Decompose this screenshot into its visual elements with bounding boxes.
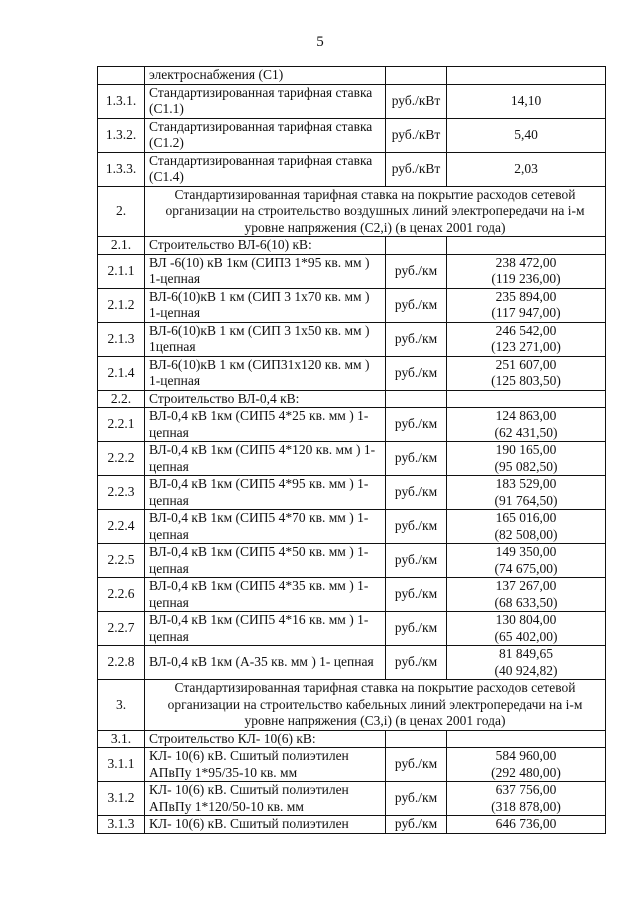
- section-row: [98, 186, 606, 237]
- unit-cell: руб./кВт: [386, 118, 447, 152]
- item-name: Стандартизированная тарифная ставка (С1.1): [145, 84, 386, 118]
- value-main: 235 894,00: [495, 288, 557, 304]
- item-name: КЛ- 10(6) кВ. Сшитый полиэтилен АПвПу 1*120/50-10 кв. мм: [145, 782, 386, 816]
- unit-cell: руб./км: [386, 748, 447, 782]
- row-number: 2.2.5: [98, 544, 145, 578]
- row-number: 2.2.4: [98, 510, 145, 544]
- row-number: 1.3.1.: [98, 84, 145, 118]
- value-cell: [447, 237, 606, 255]
- unit-cell: [386, 237, 447, 255]
- item-name: ВЛ-0,4 кВ 1км (А-35 кв. мм ) 1- цепная: [145, 646, 386, 680]
- page-number: 5: [316, 34, 324, 50]
- row-number: 3.1.2: [98, 782, 145, 816]
- value-cell: [447, 476, 606, 510]
- value-main: 137 267,00: [495, 578, 557, 593]
- unit-cell: руб./км: [386, 612, 447, 646]
- table-row: [98, 84, 606, 118]
- row-number: 2.1.2: [98, 288, 145, 322]
- value-main: 584 960,00: [495, 748, 557, 763]
- item-name: Строительство ВЛ-0,4 кВ:: [145, 390, 386, 408]
- row-number: 2.2.2: [98, 442, 145, 476]
- value-main: 183 529,00: [495, 476, 557, 491]
- table-row: [98, 748, 606, 782]
- value-secondary: (318 878,00): [491, 798, 561, 814]
- unit-cell: [386, 390, 447, 408]
- value-cell: [447, 152, 606, 186]
- item-name: ВЛ-0,4 кВ 1км (СИП5 4*95 кв. мм ) 1- цепная: [145, 476, 386, 510]
- row-number: 1.3.2.: [98, 118, 145, 152]
- section-row: [98, 680, 606, 731]
- unit-cell: руб./км: [386, 442, 447, 476]
- row-number: 3.: [98, 680, 145, 731]
- row-number: 3.1.3: [98, 816, 145, 834]
- value-main: 81 849,65: [499, 646, 553, 661]
- table-row: [98, 322, 606, 356]
- table-row: [98, 578, 606, 612]
- item-name: ВЛ-0,4 кВ 1км (СИП5 4*25 кв. мм ) 1- цепная: [145, 408, 386, 442]
- item-name: ВЛ-0,4 кВ 1км (СИП5 4*50 кв. мм ) 1- цепная: [145, 544, 386, 578]
- value-main: 190 165,00: [495, 442, 557, 457]
- value-secondary: (40 924,82): [494, 662, 558, 678]
- item-name: КЛ- 10(6) кВ. Сшитый полиэтилен АПвПу 1*95/35-10 кв. мм: [145, 748, 386, 782]
- value-main: 246 542,00: [495, 322, 557, 338]
- table-row: [98, 612, 606, 646]
- table-row: [98, 118, 606, 152]
- row-number: 2.: [98, 186, 145, 237]
- item-name: КЛ- 10(6) кВ. Сшитый полиэтилен: [145, 816, 386, 834]
- table-row: [98, 356, 606, 390]
- value-secondary: (91 764,50): [494, 492, 558, 508]
- section-title: Стандартизированная тарифная ставка на покрытие расходов сетевой организации на строительство кабельных линий электропередачи на i-м уровне напряжения (С3,i) (в ценах 2001 года): [145, 680, 606, 731]
- item-name: Строительство ВЛ-6(10) кВ:: [145, 237, 386, 255]
- unit-cell: [386, 730, 447, 748]
- unit-cell: руб./км: [386, 356, 447, 390]
- value-secondary: (95 082,50): [494, 458, 558, 474]
- unit-cell: руб./км: [386, 816, 447, 834]
- item-name: ВЛ-0,4 кВ 1км (СИП5 4*16 кв. мм ) 1- цепная: [145, 612, 386, 646]
- unit-cell: руб./км: [386, 510, 447, 544]
- value-cell: [447, 118, 606, 152]
- value-secondary: (65 402,00): [494, 628, 558, 644]
- table-row: [98, 152, 606, 186]
- table-row: [98, 390, 606, 408]
- item-name: ВЛ-6(10)кВ 1 км (СИП 3 1х70 кв. мм ) 1-цепная: [145, 288, 386, 322]
- table-row: [98, 646, 606, 680]
- item-name: Строительство КЛ- 10(6) кВ:: [145, 730, 386, 748]
- table-row: [98, 782, 606, 816]
- unit-cell: [386, 67, 447, 85]
- row-number: 2.1.1: [98, 254, 145, 288]
- value-cell: [447, 254, 606, 288]
- value-cell: [447, 782, 606, 816]
- table-row: [98, 237, 606, 255]
- unit-cell: руб./км: [386, 408, 447, 442]
- value-cell: [447, 390, 606, 408]
- value-secondary: (292 480,00): [491, 764, 561, 780]
- item-name: ВЛ-0,4 кВ 1км (СИП5 4*35 кв. мм ) 1- цепная: [145, 578, 386, 612]
- item-name: ВЛ-0,4 кВ 1км (СИП5 4*120 кв. мм ) 1- цепная: [145, 442, 386, 476]
- value-cell: [447, 730, 606, 748]
- value-secondary: (82 508,00): [494, 526, 558, 542]
- item-name: ВЛ-0,4 кВ 1км (СИП5 4*70 кв. мм ) 1- цепная: [145, 510, 386, 544]
- row-number: 2.2.7: [98, 612, 145, 646]
- value-cell: [447, 67, 606, 85]
- table-row: [98, 544, 606, 578]
- item-name: ВЛ -6(10) кВ 1км (СИП3 1*95 кв. мм ) 1-цепная: [145, 254, 386, 288]
- table-row: [98, 476, 606, 510]
- value-main: 238 472,00: [495, 254, 557, 270]
- value-main: 5,40: [514, 126, 538, 142]
- value-secondary: (123 271,00): [491, 339, 561, 354]
- unit-cell: руб./км: [386, 646, 447, 680]
- row-number: 2.2.6: [98, 578, 145, 612]
- item-name: Стандартизированная тарифная ставка (С1.4): [145, 152, 386, 186]
- value-main: 149 350,00: [495, 544, 557, 559]
- value-cell: [447, 816, 606, 834]
- item-name: ВЛ-6(10)кВ 1 км (СИП31х120 кв. мм ) 1-цепная: [145, 356, 386, 390]
- row-number: 2.1.3: [98, 322, 145, 356]
- table-row: [98, 288, 606, 322]
- tariff-table: [97, 66, 606, 834]
- value-secondary: (74 675,00): [494, 560, 558, 576]
- table-row: [98, 510, 606, 544]
- value-secondary: (125 803,50): [491, 373, 561, 388]
- unit-cell: руб./км: [386, 578, 447, 612]
- value-cell: [447, 544, 606, 578]
- value-cell: [447, 442, 606, 476]
- value-cell: [447, 356, 606, 390]
- tariff-table-body: [98, 67, 606, 834]
- table-row: [98, 442, 606, 476]
- unit-cell: руб./км: [386, 476, 447, 510]
- row-number: 2.2.1: [98, 408, 145, 442]
- value-main: 637 756,00: [495, 782, 557, 797]
- value-secondary: (62 431,50): [494, 424, 558, 440]
- value-cell: [447, 288, 606, 322]
- row-number: [98, 67, 145, 85]
- unit-cell: руб./км: [386, 782, 447, 816]
- value-main: 124 863,00: [495, 408, 557, 423]
- value-cell: [447, 322, 606, 356]
- value-cell: [447, 408, 606, 442]
- table-row: [98, 730, 606, 748]
- item-name: ВЛ-6(10)кВ 1 км (СИП 3 1х50 кв. мм ) 1цепная: [145, 322, 386, 356]
- value-cell: [447, 646, 606, 680]
- row-number: 3.1.: [98, 730, 145, 748]
- table-row: [98, 67, 606, 85]
- value-main: 2,03: [514, 160, 538, 176]
- unit-cell: руб./км: [386, 322, 447, 356]
- value-main: 130 804,00: [495, 612, 557, 627]
- table-row: [98, 816, 606, 834]
- unit-cell: руб./км: [386, 254, 447, 288]
- value-secondary: (117 947,00): [491, 305, 561, 320]
- row-number: 1.3.3.: [98, 152, 145, 186]
- value-main: 646 736,00: [495, 816, 557, 831]
- value-secondary: (68 633,50): [494, 594, 558, 610]
- table-row: [98, 254, 606, 288]
- value-cell: [447, 578, 606, 612]
- value-main: 14,10: [510, 92, 542, 108]
- value-cell: [447, 84, 606, 118]
- value-cell: [447, 612, 606, 646]
- value-cell: [447, 748, 606, 782]
- value-cell: [447, 510, 606, 544]
- row-number: 2.1.: [98, 237, 145, 255]
- row-number: 2.2.: [98, 390, 145, 408]
- row-number: 2.2.3: [98, 476, 145, 510]
- value-main: 165 016,00: [495, 510, 557, 525]
- value-main: 251 607,00: [495, 356, 557, 372]
- row-number: 3.1.1: [98, 748, 145, 782]
- item-name: электроснабжения (С1): [145, 67, 386, 85]
- value-secondary: (119 236,00): [491, 271, 561, 286]
- table-row: [98, 408, 606, 442]
- item-name: Стандартизированная тарифная ставка (С1.2): [145, 118, 386, 152]
- unit-cell: руб./кВт: [386, 84, 447, 118]
- unit-cell: руб./км: [386, 288, 447, 322]
- row-number: 2.1.4: [98, 356, 145, 390]
- section-title: Стандартизированная тарифная ставка на покрытие расходов сетевой организации на строительство воздушных линий электропередачи на i-м уровне напряжения (С2,i) (в ценах 2001 года): [145, 186, 606, 237]
- unit-cell: руб./кВт: [386, 152, 447, 186]
- unit-cell: руб./км: [386, 544, 447, 578]
- row-number: 2.2.8: [98, 646, 145, 680]
